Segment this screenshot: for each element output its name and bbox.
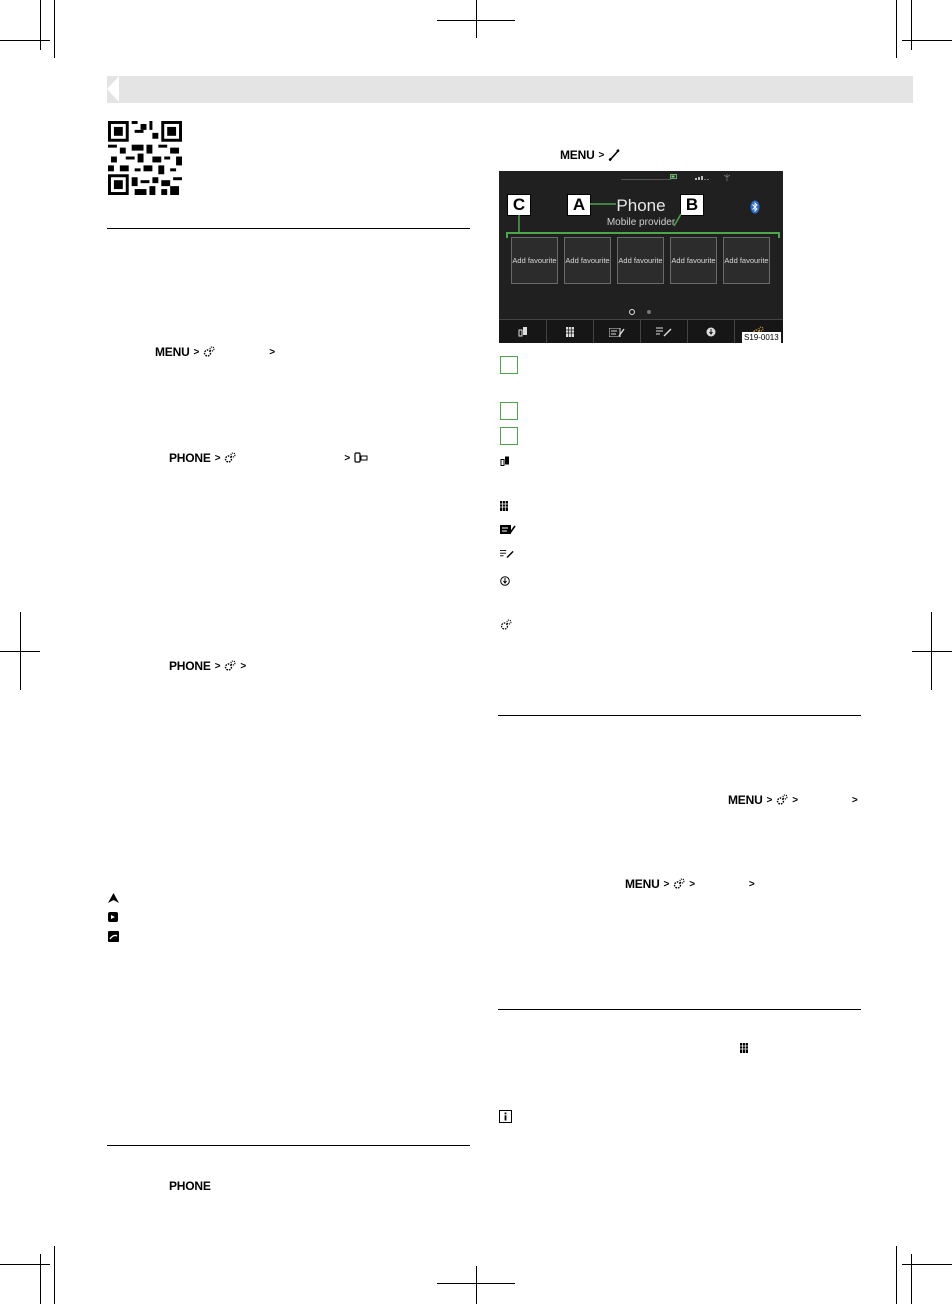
chevron-right-icon: > <box>689 878 695 890</box>
crop-mark <box>40 0 41 50</box>
phone-device-icon <box>500 456 510 467</box>
section-rule <box>498 715 861 716</box>
chevron-right-icon: > <box>851 794 858 806</box>
contacts-icon <box>609 328 625 337</box>
menu-path-2 <box>169 451 368 465</box>
antenna-icon <box>724 174 730 181</box>
callout-leaders <box>500 190 700 240</box>
menu-label: MENU <box>155 345 190 359</box>
screen-top-notch <box>621 171 671 180</box>
crop-mark <box>40 1254 41 1304</box>
voicemail-button[interactable] <box>687 320 735 343</box>
add-favourite-tile[interactable]: Add favourite <box>511 237 558 284</box>
crop-mark <box>476 0 477 38</box>
crop-mark <box>0 40 50 41</box>
add-favourite-tile[interactable]: Add favourite <box>617 237 664 284</box>
callout-a: A <box>567 194 591 216</box>
callout-b: B <box>680 194 704 216</box>
callout-c: C <box>507 194 531 216</box>
crop-mark <box>896 1246 897 1304</box>
gear-icon <box>224 452 236 464</box>
gear-icon <box>673 878 685 890</box>
chevron-right-icon: > <box>598 149 605 161</box>
call-list-button[interactable] <box>640 320 688 343</box>
menu-path-7 <box>625 877 754 891</box>
figure-code: S19-0013 <box>744 333 779 342</box>
keypad-icon <box>500 501 508 511</box>
legend-box-c <box>500 427 518 445</box>
chevron-right-icon: > <box>748 878 755 890</box>
keypad-icon <box>566 327 574 337</box>
section-rule <box>107 1145 470 1146</box>
menu-path-4 <box>169 1179 211 1193</box>
add-favourite-tile[interactable]: Add favourite <box>564 237 611 284</box>
keypad-button[interactable] <box>546 320 594 343</box>
call-list-icon <box>656 327 672 337</box>
contacts-button[interactable] <box>593 320 641 343</box>
crop-mark <box>931 612 932 690</box>
gear-icon <box>224 660 236 672</box>
chevron-right-icon: > <box>766 794 773 806</box>
call-list-icon <box>500 549 514 559</box>
menu-path-5 <box>560 148 620 162</box>
chevron-right-icon: > <box>240 660 246 672</box>
header-band-tip <box>107 76 119 102</box>
gear-icon <box>203 346 215 358</box>
menu-path-1 <box>155 345 275 359</box>
crop-mark <box>911 0 912 50</box>
screen-subtitle: Mobile provider <box>606 217 676 228</box>
battery-icon <box>670 174 678 179</box>
gear-icon <box>776 794 788 806</box>
chevron-right-icon: > <box>269 346 275 358</box>
menu-label: MENU <box>560 148 595 162</box>
signal-icon <box>695 174 709 180</box>
menu-path-3 <box>169 659 246 673</box>
menu-label: MENU <box>728 793 763 807</box>
crop-mark <box>912 651 952 652</box>
handset-icon <box>608 149 620 161</box>
crop-mark <box>902 1264 952 1265</box>
screen-title: Phone <box>616 196 666 215</box>
add-favourite-tile[interactable]: Add favourite <box>670 237 717 284</box>
page-dot-active[interactable] <box>629 309 635 315</box>
crop-mark <box>911 1254 912 1304</box>
phone-label: PHONE <box>169 659 211 673</box>
qr-code-icon <box>108 121 182 195</box>
bluetooth-icon <box>750 200 760 214</box>
phone-bottom-bar <box>499 319 783 343</box>
carplay-icon <box>108 912 118 922</box>
mirrorlink-icon <box>108 931 119 942</box>
add-favourite-tile[interactable]: Add favourite <box>723 237 770 284</box>
chevron-right-icon: > <box>792 794 798 806</box>
android-auto-icon <box>108 893 119 903</box>
crop-mark <box>54 0 55 58</box>
chevron-right-icon: > <box>663 878 670 890</box>
crop-mark <box>0 1264 50 1265</box>
legend-box-a <box>500 356 518 374</box>
chevron-right-icon: > <box>193 346 200 358</box>
legend-box-b <box>500 402 518 420</box>
phone-label: PHONE <box>169 1179 211 1193</box>
section-rule <box>498 1009 861 1010</box>
chevron-right-icon: > <box>214 660 221 672</box>
header-band <box>107 76 913 103</box>
contacts-icon <box>500 525 516 534</box>
keypad-icon <box>740 1043 748 1053</box>
phone-label: PHONE <box>169 451 211 465</box>
menu-label: MENU <box>625 877 660 891</box>
phone-device-button[interactable] <box>499 320 547 343</box>
gear-icon <box>500 619 512 631</box>
chevron-right-icon: > <box>214 452 221 464</box>
voicemail-icon <box>706 327 716 337</box>
voicemail-icon <box>500 576 510 586</box>
section-rule <box>107 228 470 229</box>
crop-mark <box>54 1246 55 1304</box>
phone-car-icon <box>354 452 368 464</box>
menu-path-6 <box>728 793 857 807</box>
crop-mark <box>896 0 897 58</box>
chevron-right-icon: > <box>344 452 350 464</box>
phone-device-icon <box>518 327 528 337</box>
crop-mark <box>902 40 952 41</box>
crop-mark <box>476 1266 477 1304</box>
crop-mark <box>20 612 21 690</box>
page-dot[interactable] <box>647 310 651 314</box>
info-icon <box>499 1110 512 1123</box>
